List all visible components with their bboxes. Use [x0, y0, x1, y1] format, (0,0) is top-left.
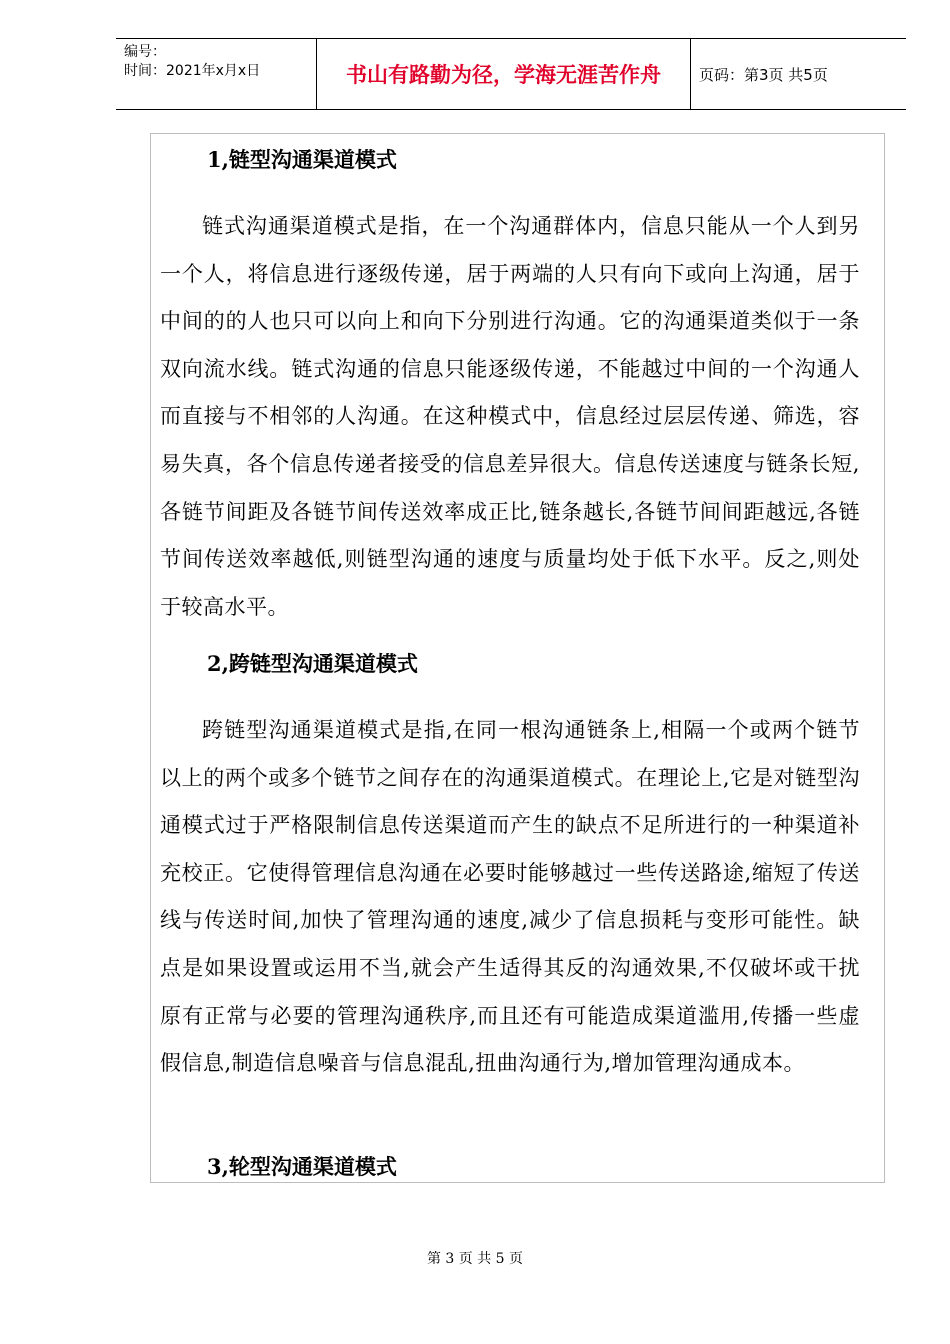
time-label: 时间：2021年x月x日 — [124, 63, 261, 79]
number-label: 编号： — [124, 44, 166, 60]
page-header — [116, 38, 906, 110]
section-1-heading: 1,链型沟通渠道模式 — [207, 147, 397, 172]
section-1-paragraph: 链式沟通渠道模式是指，在一个沟通群体内，信息只能从一个人到另一个人，将信息进行逐级传递，居于两端的人只有向下或向上沟通，居于中间的的人也只可以向上和向下分别进行沟通。它的沟通渠道类似于一条双向流水线。链式沟通的信息只能逐级传递，不能越过中间的一个沟通人而直接与不相邻的人沟通。在这种模式中，信息经过层层传递、筛选，容易失真，各个信息传递者接受的信息差异很大。信息传送速度与链条长短,各链节间距及各链节间传送效率成正比,链条越长,各链节间间距越远,各链节间传送效率越低,则链型沟通的速度与质量均处于低下水平。反之,则处于较高水平。 — [160, 214, 860, 619]
header-motto: 书山有路勤为径，学海无涯苦作舟 — [316, 39, 691, 109]
page-footer: 第 3 页 共 5 页 — [426, 1251, 524, 1267]
header-page-info: 页码：第3页 共5页 — [699, 65, 828, 84]
section-3-heading: 3,轮型沟通渠道模式 — [207, 1154, 397, 1179]
section-2-paragraph: 跨链型沟通渠道模式是指,在同一根沟通链条上,相隔一个或两个链节以上的两个或多个链节之间存在的沟通渠道模式。在理论上,它是对链型沟通模式过于严格限制信息传送渠道而产生的缺点不足所进行的一种渠道补充校正。它使得管理信息沟通在必要时能够越过一些传送路途,缩短了传送线与传送时间,加快了管理沟通的速度,减少了信息损耗与变形可能性。缺点是如果设置或运用不当,就会产生适得其反的沟通效果,不仅破坏或干扰原有正常与必要的管理沟通秩序,而且还有可能造成渠道滥用,传播一些虚假信息,制造信息噪音与信息混乱,扭曲沟通行为,增加管理沟通成本。 — [160, 718, 860, 1076]
section-2-heading: 2,跨链型沟通渠道模式 — [207, 651, 418, 676]
header-meta — [116, 39, 316, 109]
